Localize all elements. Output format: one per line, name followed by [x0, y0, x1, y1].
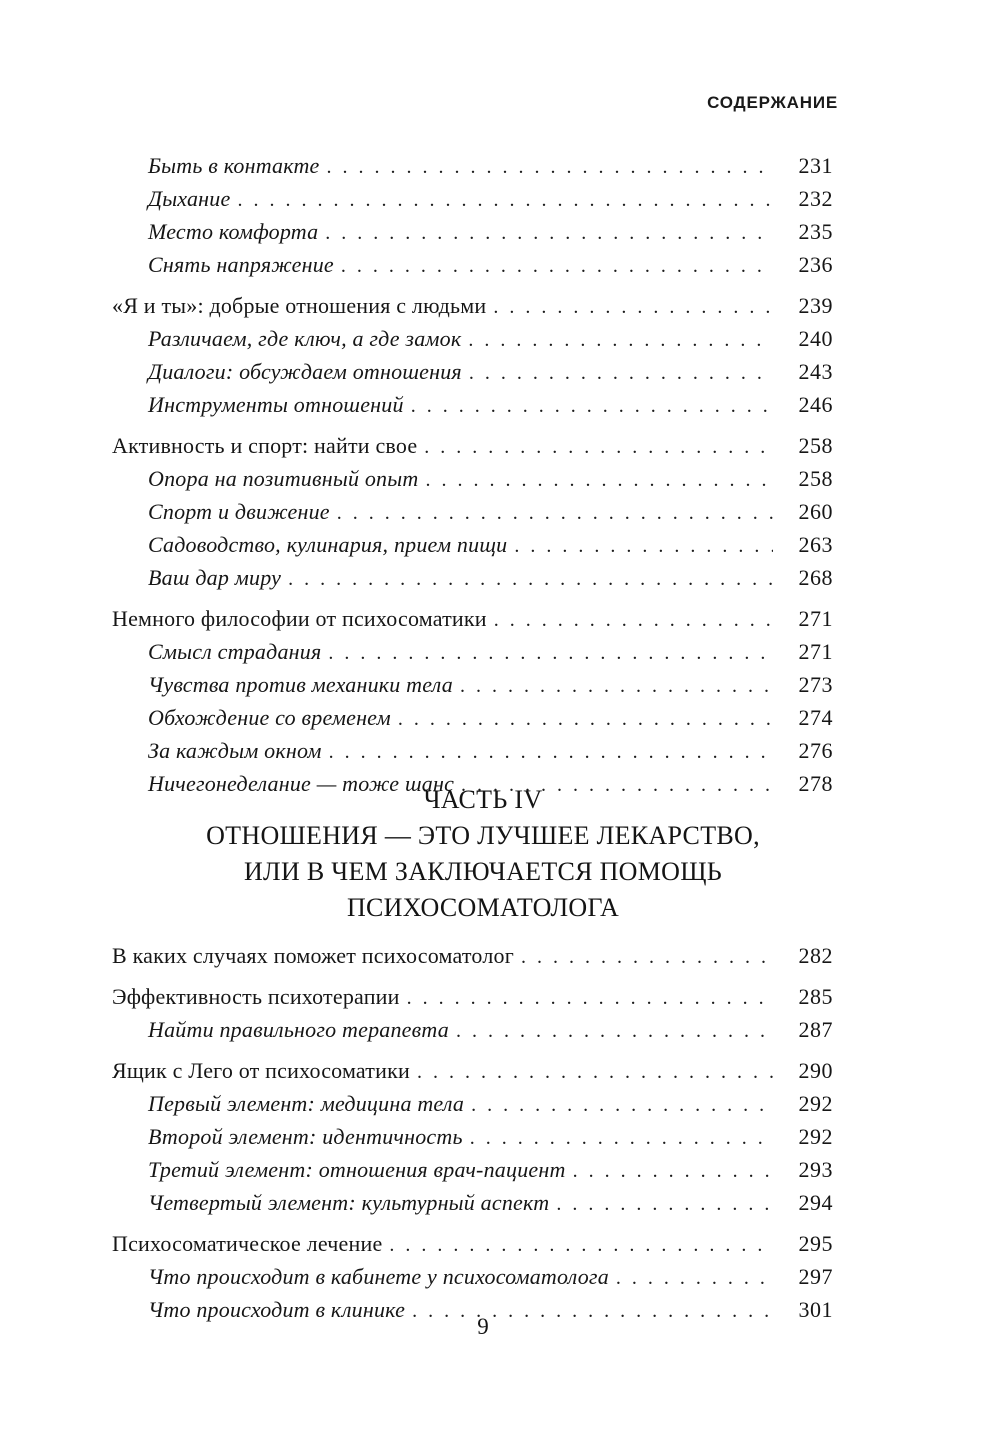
toc-entry-page: 276 [798, 738, 833, 763]
toc-entry-page: 258 [798, 433, 833, 458]
dot-leader [609, 1263, 773, 1294]
dot-leader [486, 292, 773, 323]
toc-entry-title: Диалоги: обсуждаем отношения [148, 359, 462, 384]
dot-leader [410, 1057, 773, 1088]
toc-entry [112, 702, 833, 735]
dot-leader [453, 671, 773, 702]
toc-entry-page: 294 [798, 1190, 833, 1215]
toc-entry [112, 150, 833, 183]
toc-list-top [112, 150, 833, 801]
toc-entry-page: 235 [798, 219, 833, 244]
toc-entry-title: Активность и спорт: найти свое [112, 433, 418, 458]
dot-leader [281, 564, 773, 595]
toc-entry-title: Спорт и движение [148, 499, 330, 524]
toc-entry [112, 496, 833, 529]
toc-entry-page: 278 [798, 771, 833, 796]
toc-entry-page: 295 [798, 1231, 833, 1256]
toc-entry-page: 285 [798, 984, 833, 1009]
toc-entry [112, 1088, 833, 1121]
toc-entry-title: Третий элемент: отношения врач-пациент [148, 1157, 566, 1182]
toc-entry [112, 669, 833, 702]
dot-leader [514, 942, 773, 973]
toc-entry-title: Ящик с Лего от психосоматики [112, 1058, 410, 1083]
dot-leader [461, 325, 773, 356]
dot-leader [320, 152, 773, 183]
toc-entry-title: Что происходит в кабинете у психосоматолога [148, 1264, 609, 1289]
toc-entry [112, 323, 833, 356]
toc-entry [112, 603, 833, 636]
part-heading-line: ЧАСТЬ IV [423, 785, 543, 814]
toc-entry-page: 292 [798, 1124, 833, 1149]
dot-leader [549, 1189, 773, 1220]
toc-entry-title: Второй элемент: идентичность [148, 1124, 463, 1149]
toc-entry-title: Четвертый элемент: культурный аспект [148, 1190, 550, 1215]
dot-leader [462, 358, 773, 389]
toc-entry-page: 273 [798, 672, 833, 697]
toc-entry-title: Эффективность психотерапии [112, 984, 400, 1009]
toc-entry-title: В каких случаях поможет психосоматолог [112, 943, 514, 968]
toc-entry-page: 282 [798, 943, 833, 968]
dot-leader [463, 1123, 773, 1154]
toc-entry [112, 1261, 833, 1294]
toc-entry [112, 1014, 833, 1047]
dot-leader [464, 1090, 773, 1121]
toc-entry-page: 297 [798, 1264, 833, 1289]
dot-leader [487, 605, 773, 636]
toc-entry-page: 274 [798, 705, 833, 730]
toc-entry [112, 290, 833, 323]
toc-entry-page: 258 [798, 466, 833, 491]
toc-entry-page: 243 [798, 359, 833, 384]
toc-list-bottom [112, 940, 833, 1327]
toc-entry [112, 356, 833, 389]
toc-entry-title: Психосоматическое лечение [112, 1231, 383, 1256]
toc-entry-page: 290 [798, 1058, 833, 1083]
toc-entry [112, 981, 833, 1014]
toc-entry-title: Немного философии от психосоматики [112, 606, 487, 631]
toc-entry [112, 389, 833, 422]
dot-leader [330, 498, 773, 529]
part-heading [80, 782, 886, 926]
toc-entry-page: 293 [798, 1157, 833, 1182]
toc-entry-title: Ваш дар миру [148, 565, 282, 590]
toc-entry [112, 183, 833, 216]
dot-leader [507, 531, 773, 562]
toc-entry-title: Дыхание [148, 186, 231, 211]
toc-entry-title: Обхождение со временем [148, 705, 391, 730]
dot-leader [566, 1156, 773, 1187]
toc-entry [112, 636, 833, 669]
toc-entry-page: 260 [798, 499, 833, 524]
toc-entry-page: 246 [798, 392, 833, 417]
toc-entry [112, 1228, 833, 1261]
dot-leader [334, 251, 773, 282]
toc-entry [112, 562, 833, 595]
toc-entry-title: Инструменты отношений [148, 392, 404, 417]
toc-entry-title: Что происходит в клинике [148, 1297, 406, 1322]
dot-leader [417, 432, 773, 463]
toc-entry-page: 287 [798, 1017, 833, 1042]
dot-leader [404, 391, 773, 422]
toc-entry-page: 240 [798, 326, 833, 351]
toc-entry [112, 463, 833, 496]
toc-entry-page: 231 [798, 153, 833, 178]
part-heading-line: ОТНОШЕНИЯ — ЭТО ЛУЧШЕЕ ЛЕКАРСТВО, [206, 821, 760, 850]
toc-entry [112, 1121, 833, 1154]
dot-leader [391, 704, 773, 735]
page-number: 9 [477, 1314, 489, 1339]
toc-entry [112, 940, 833, 973]
toc-entry [112, 249, 833, 282]
toc-entry [112, 216, 833, 249]
toc-entry-title: «Я и ты»: добрые отношения с людьми [112, 293, 487, 318]
toc-entry-title: Смысл страдания [148, 639, 322, 664]
toc-entry [112, 1154, 833, 1187]
toc-entry [112, 529, 833, 562]
dot-leader [230, 185, 773, 216]
toc-entry-page: 292 [798, 1091, 833, 1116]
dot-leader [382, 1230, 773, 1261]
dot-leader [321, 638, 773, 669]
toc-entry [112, 430, 833, 463]
toc-entry-title: Садоводство, кулинария, прием пищи [148, 532, 508, 557]
dot-leader [322, 737, 773, 768]
toc-entry-title: Место комфорта [148, 219, 319, 244]
part-heading-line: ИЛИ В ЧЕМ ЗАКЛЮЧАЕТСЯ ПОМОЩЬ [243, 857, 723, 886]
toc-entry [112, 1055, 833, 1088]
toc-entry-title: Первый элемент: медицина тела [148, 1091, 465, 1116]
toc-entry-title: Ничегонеделание — тоже шанс [148, 771, 455, 796]
toc-entry-title: Различаем, где ключ, а где замок [148, 326, 462, 351]
part-heading-line: ПСИХОСОМАТОЛОГА [346, 893, 620, 922]
dot-leader [449, 1016, 773, 1047]
toc-entry-title: Найти правильного терапевта [148, 1017, 449, 1042]
toc-entry-title: Снять напряжение [148, 252, 334, 277]
toc-entry-page: 268 [798, 565, 833, 590]
toc-entry-page: 236 [798, 252, 833, 277]
running-head: СОДЕРЖАНИЕ [707, 93, 838, 112]
toc-entry-title: Быть в контакте [148, 153, 320, 178]
toc-entry-title: За каждым окном [148, 738, 322, 763]
toc-entry-page: 271 [798, 606, 833, 631]
toc-entry-page: 263 [798, 532, 833, 557]
dot-leader [400, 983, 773, 1014]
toc-entry-page: 271 [798, 639, 833, 664]
toc-entry [112, 1187, 833, 1220]
toc-entry-page: 301 [798, 1297, 833, 1322]
toc-entry-title: Чувства против механики тела [148, 672, 453, 697]
toc-entry-page: 239 [798, 293, 833, 318]
toc-entry-title: Опора на позитивный опыт [148, 466, 419, 491]
toc-entry [112, 735, 833, 768]
dot-leader [418, 465, 773, 496]
toc-entry-page: 232 [798, 186, 833, 211]
dot-leader [318, 218, 773, 249]
